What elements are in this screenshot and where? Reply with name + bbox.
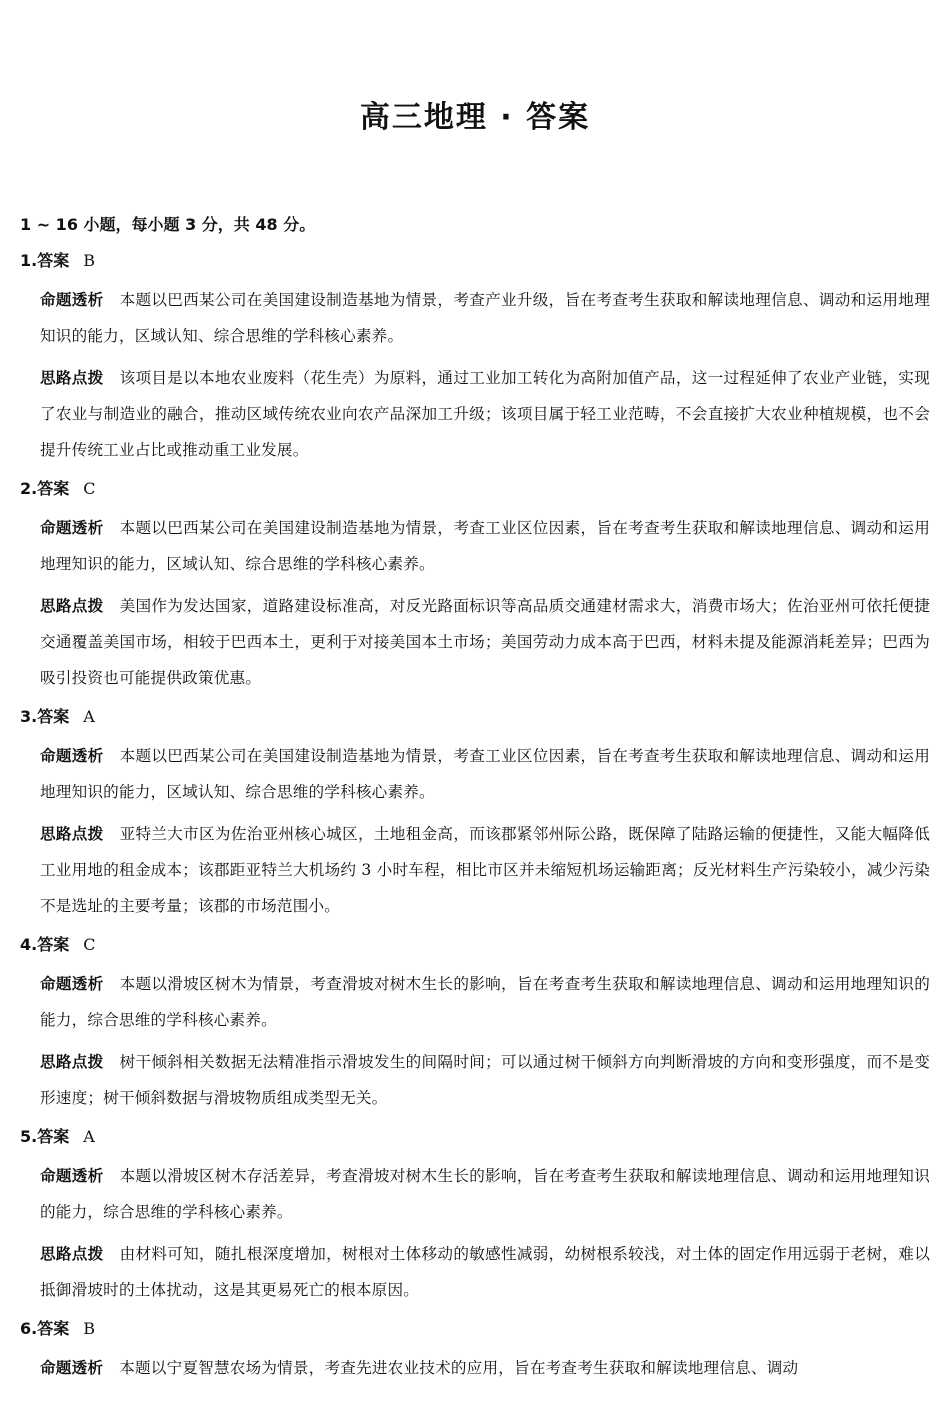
hint-block xyxy=(40,360,930,468)
answer-value: C xyxy=(83,935,96,954)
answer-label: 答案 xyxy=(37,1127,70,1146)
analysis-text: 本题以滑坡区树木为情景，考查滑坡对树木生长的影响，旨在考查考生获取和解读地理信息、调动和运用地理知识的能力，综合思维的学科核心素养。 xyxy=(40,975,930,1029)
answer-value: B xyxy=(83,251,95,270)
question-header xyxy=(20,474,930,504)
analysis-text: 本题以巴西某公司在美国建设制造基地为情景，考查工业区位因素，旨在考查考生获取和解读地理信息、调动和运用地理知识的能力，区域认知、综合思维的学科核心素养。 xyxy=(40,747,930,801)
hint-text: 由材料可知，随扎根深度增加，树根对土体移动的敏感性减弱，幼树根系较浅，对土体的固定作用远弱于老树，难以抵御滑坡时的土体扰动，这是其更易死亡的根本原因。 xyxy=(40,1245,930,1299)
question-6 xyxy=(20,1314,930,1386)
analysis-block xyxy=(40,738,930,810)
answer-label: 答案 xyxy=(37,251,70,270)
analysis-text: 本题以滑坡区树木存活差异，考查滑坡对树木生长的影响，旨在考查考生获取和解读地理信息、调动和运用地理知识的能力，综合思维的学科核心素养。 xyxy=(40,1167,930,1221)
answer-label: 答案 xyxy=(37,707,70,726)
question-3 xyxy=(20,702,930,924)
analysis-label: 命题透析 xyxy=(40,519,104,537)
analysis-text: 本题以巴西某公司在美国建设制造基地为情景，考查工业区位因素，旨在考查考生获取和解读地理信息、调动和运用地理知识的能力，区域认知、综合思维的学科核心素养。 xyxy=(40,519,930,573)
question-number: 6. xyxy=(20,1319,38,1338)
hint-block xyxy=(40,588,930,696)
question-4 xyxy=(20,930,930,1116)
hint-block xyxy=(40,1044,930,1116)
hint-text: 美国作为发达国家，道路建设标准高，对反光路面标识等高品质交通建材需求大，消费市场大；佐治亚州可依托便捷交通覆盖美国市场，相较于巴西本土，更利于对接美国本土市场；美国劳动力成本高于巴西，材料未提及能源消耗差异；巴西为吸引投资也可能提供政策优惠。 xyxy=(40,597,930,687)
answer-label: 答案 xyxy=(37,935,70,954)
analysis-block xyxy=(40,1350,930,1386)
answer-content xyxy=(20,210,930,1392)
answer-label: 答案 xyxy=(37,479,70,498)
analysis-block xyxy=(40,510,930,582)
question-number: 1. xyxy=(20,251,38,270)
hint-label: 思路点拨 xyxy=(40,1053,104,1071)
answer-value: C xyxy=(83,479,96,498)
section-intro: 1 ~ 16 小题，每小题 3 分，共 48 分。 xyxy=(20,215,316,234)
analysis-block xyxy=(40,1158,930,1230)
hint-label: 思路点拨 xyxy=(40,369,104,387)
question-header xyxy=(20,1314,930,1344)
question-header xyxy=(20,246,930,276)
question-header xyxy=(20,702,930,732)
question-header xyxy=(20,930,930,960)
analysis-label: 命题透析 xyxy=(40,975,104,993)
analysis-block xyxy=(40,966,930,1038)
question-5 xyxy=(20,1122,930,1308)
answer-value: A xyxy=(83,1127,95,1146)
analysis-label: 命题透析 xyxy=(40,291,104,309)
analysis-label: 命题透析 xyxy=(40,1359,104,1377)
analysis-label: 命题透析 xyxy=(40,1167,104,1185)
question-number: 4. xyxy=(20,935,38,954)
hint-label: 思路点拨 xyxy=(40,1245,104,1263)
page-title: 高三地理 · 答案 xyxy=(359,100,591,135)
hint-text: 树干倾斜相关数据无法精准指示滑坡发生的间隔时间；可以通过树干倾斜方向判断滑坡的方向和变形强度，而不是变形速度；树干倾斜数据与滑坡物质组成类型无关。 xyxy=(40,1053,930,1107)
analysis-label: 命题透析 xyxy=(40,747,104,765)
question-2 xyxy=(20,474,930,696)
answer-value: B xyxy=(83,1319,95,1338)
question-1 xyxy=(20,246,930,468)
analysis-block xyxy=(40,282,930,354)
hint-block xyxy=(40,1236,930,1308)
hint-label: 思路点拨 xyxy=(40,825,104,843)
question-number: 3. xyxy=(20,707,38,726)
answer-value: A xyxy=(83,707,95,726)
answer-label: 答案 xyxy=(37,1319,70,1338)
question-number: 5. xyxy=(20,1127,38,1146)
hint-text: 亚特兰大市区为佐治亚州核心城区，土地租金高，而该郡紧邻州际公路，既保障了陆路运输的便捷性，又能大幅降低工业用地的租金成本；该郡距亚特兰大机场约 3 小时车程，相比市区并未缩短机场运输距离；反光材料生产污染较小，减少污染不是选址的主要考量；该郡的市场范围小。 xyxy=(40,825,930,915)
hint-text: 该项目是以本地农业废料（花生壳）为原料，通过工业加工转化为高附加值产品，这一过程延伸了农业产业链，实现了农业与制造业的融合，推动区域传统农业向农产品深加工升级；该项目属于轻工业范畴，不会直接扩大农业种植规模，也不会提升传统工业占比或推动重工业发展。 xyxy=(40,369,930,459)
question-number: 2. xyxy=(20,479,38,498)
question-header xyxy=(20,1122,930,1152)
analysis-text: 本题以巴西某公司在美国建设制造基地为情景，考查产业升级，旨在考查考生获取和解读地理信息、调动和运用地理知识的能力，区域认知、综合思维的学科核心素养。 xyxy=(40,291,930,345)
hint-block xyxy=(40,816,930,924)
analysis-text: 本题以宁夏智慧农场为情景，考查先进农业技术的应用，旨在考查考生获取和解读地理信息、调动 xyxy=(119,1359,799,1377)
hint-label: 思路点拨 xyxy=(40,597,104,615)
